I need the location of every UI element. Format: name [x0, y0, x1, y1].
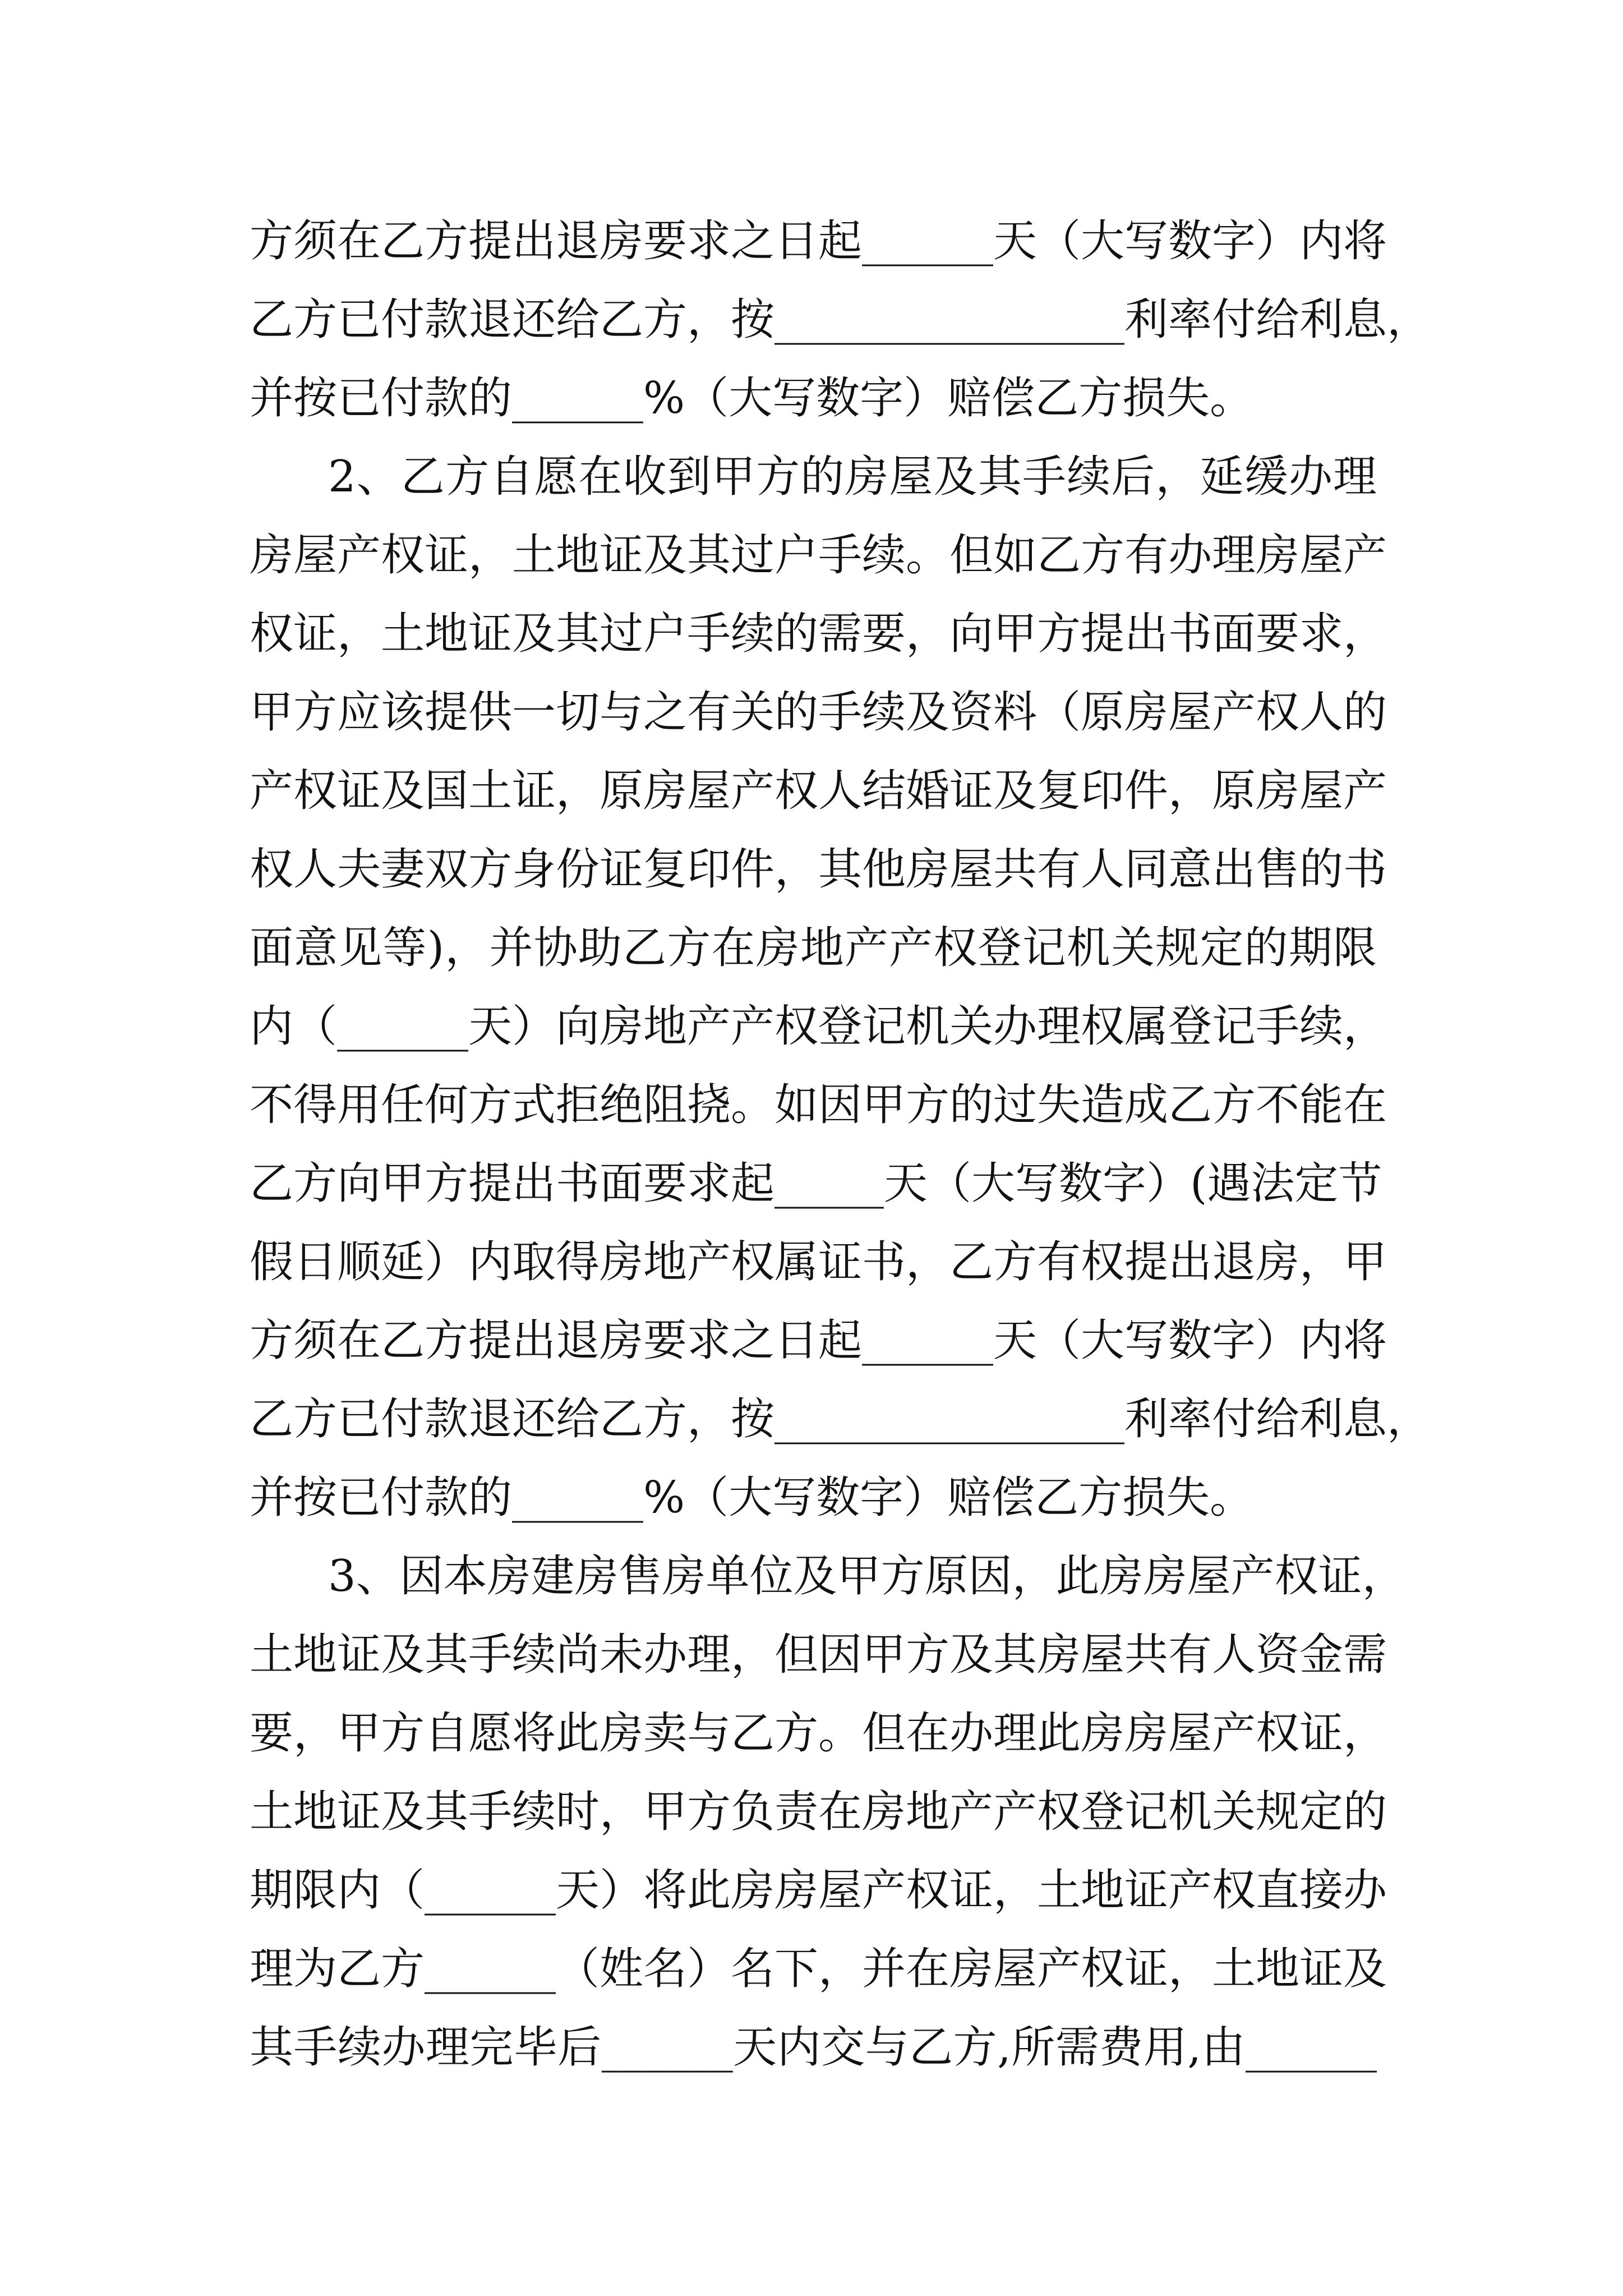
text-line: 土地证及其手续尚未办理，但因甲方及其房屋共有人资金需: [250, 1630, 1387, 1680]
paragraph-start-line: 3、因本房建房售房单位及甲方原因，此房房屋产权证，: [328, 1551, 1406, 1602]
text-line: 其手续办理完毕后______天内交与乙方,所需费用,由______: [250, 2022, 1377, 2073]
paragraph-start-line: 2、乙方自愿在收到甲方的房屋及其手续后，延缓办理: [328, 452, 1377, 502]
text-line: 乙方已付款退还给乙方，按________________利率付给利息，: [250, 295, 1431, 345]
text-line: 不得用任何方式拒绝阻挠。如因甲方的过失造成乙方不能在: [250, 1080, 1387, 1130]
text-line: 理为乙方______（姓名）名下，并在房屋产权证，土地证及: [250, 1944, 1387, 1994]
text-line: 甲方应该提供一切与之有关的手续及资料（原房屋产权人的: [250, 687, 1387, 738]
text-line: 产权证及国土证，原房屋产权人结婚证及复印件，原房屋产: [250, 766, 1387, 816]
text-line: 乙方向甲方提出书面要求起_____天（大写数字）(遇法定节: [250, 1158, 1382, 1209]
text-line: 内（______天）向房地产产权登记机关办理权属登记手续，: [250, 1001, 1387, 1052]
text-line: 面意见等)，并协助乙方在房地产产权登记机关规定的期限: [250, 923, 1377, 973]
text-line: 土地证及其手续时，甲方负责在房地产产权登记机关规定的: [250, 1787, 1387, 1837]
text-line: 方须在乙方提出退房要求之日起______天（大写数字）内将: [250, 216, 1387, 266]
text-line: 要，甲方自愿将此房卖与乙方。但在办理此房房屋产权证，: [250, 1708, 1387, 1759]
text-line: 房屋产权证，土地证及其过户手续。但如乙方有办理房屋产: [250, 530, 1387, 581]
text-line: 权证，土地证及其过户手续的需要，向甲方提出书面要求，: [250, 609, 1387, 659]
text-line: 期限内（______天）将此房房屋产权证，土地证产权直接办: [250, 1865, 1387, 1916]
text-line: 并按已付款的______%（大写数字）赔偿乙方损失。: [250, 373, 1254, 424]
text-line: 权人夫妻双方身份证复印件，其他房屋共有人同意出售的书: [250, 844, 1387, 895]
text-line: 假日顺延）内取得房地产权属证书，乙方有权提出退房，甲: [250, 1237, 1387, 1287]
text-line: 并按已付款的______%（大写数字）赔偿乙方损失。: [250, 1473, 1254, 1523]
text-line: 方须在乙方提出退房要求之日起______天（大写数字）内将: [250, 1315, 1387, 1366]
text-line: 乙方已付款退还给乙方，按________________利率付给利息，: [250, 1394, 1431, 1444]
